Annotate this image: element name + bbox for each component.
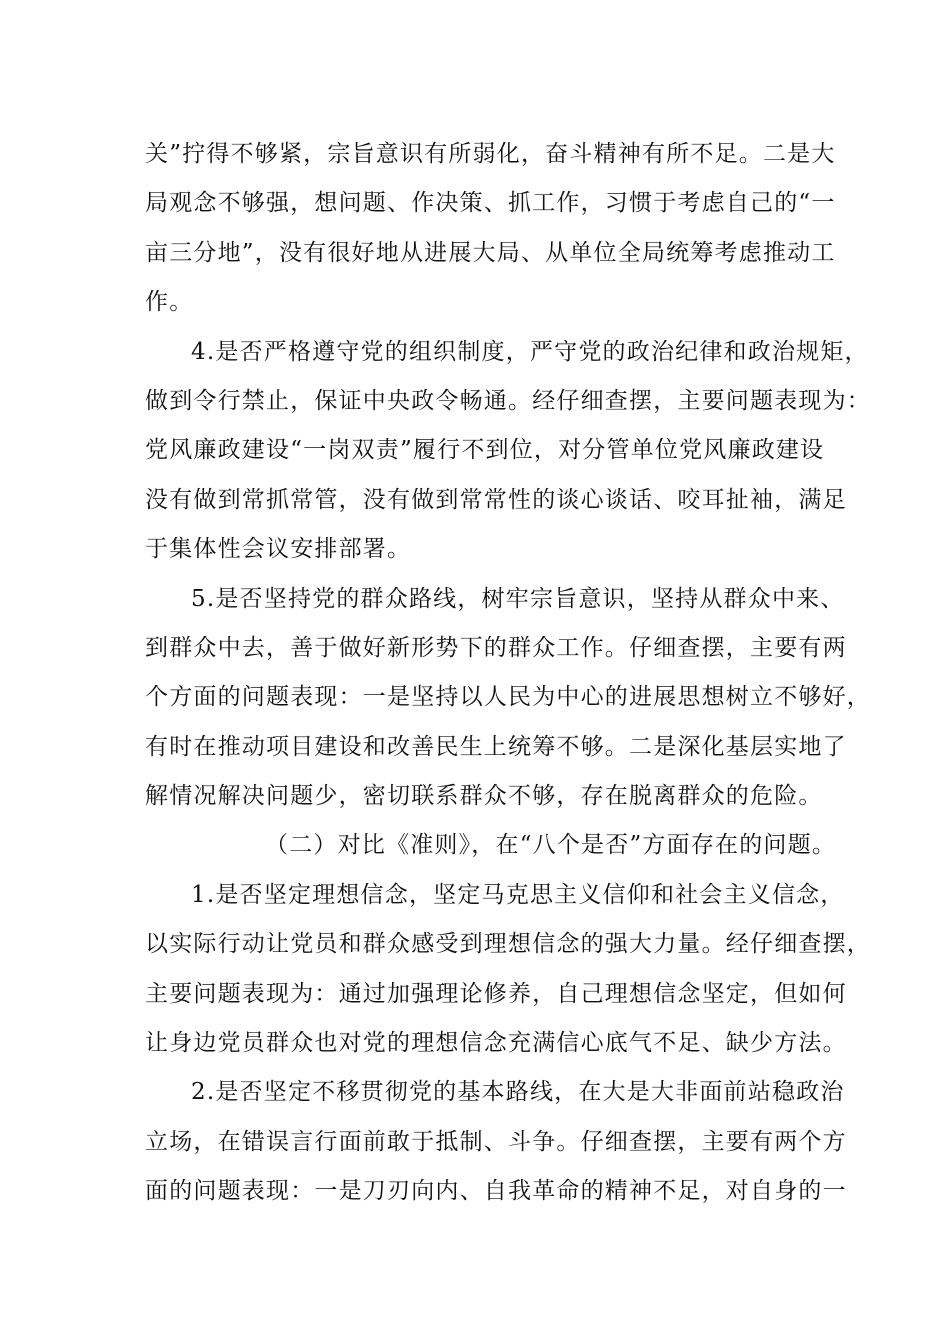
text-line: 解情况解决问题少，密切联系群众不够，存在脱离群众的危险。 bbox=[145, 783, 823, 810]
section-heading: （二）对比《准则》，在“八个是否”方面存在的问题。 bbox=[265, 832, 837, 859]
text-line: 立场，在错误言行面前敢于抵制、斗争。仔细查摆，主要有两个方 bbox=[145, 1128, 847, 1155]
document-body bbox=[145, 130, 871, 1217]
text-line: 做到令行禁止，保证中央政令畅通。经仔细查摆，主要问题表现为： bbox=[145, 387, 871, 414]
text-line: 关”拧得不够紧，宗旨意识有所弱化，奋斗精神有所不足。二是大 bbox=[145, 141, 836, 167]
paragraph-first-line: 2.是否坚定不移贯彻党的基本路线，在大是大非面前站稳政治 bbox=[191, 1079, 845, 1106]
text-line: 于集体性会议安排部署。 bbox=[145, 536, 412, 563]
paragraph-first-line: 4.是否严格遵守党的组织制度，严守党的政治纪律和政治规矩， bbox=[191, 338, 869, 365]
text-line: 没有做到常抓常管，没有做到常常性的谈心谈话、咬耳扯袖，满足 bbox=[145, 486, 847, 513]
text-line: 面的问题表现：一是刀刃向内、自我革命的精神不足，对自身的一 bbox=[145, 1178, 847, 1205]
paragraph-first-line: 5.是否坚持党的群众路线，树牢宗旨意识，坚持从群众中来、 bbox=[191, 585, 845, 612]
paragraph-first-line: 1.是否坚定理想信念，坚定马克思主义信仰和社会主义信念， bbox=[191, 881, 845, 908]
text-line: 以实际行动让党员和群众感受到理想信念的强大力量。经仔细查摆， bbox=[145, 931, 871, 958]
text-line: 亩三分地”，没有很好地从进展大局、从单位全局统筹考虑推动工 bbox=[145, 239, 836, 266]
text-line: 主要问题表现为：通过加强理论修养，自己理想信念坚定，但如何 bbox=[145, 980, 847, 1007]
text-line: 局观念不够强，想问题、作决策、抓工作，习惯于考虑自己的“一 bbox=[145, 190, 836, 217]
text-line: 让身边党员群众也对党的理想信念充满信心底气不足、缺少方法。 bbox=[145, 1030, 847, 1057]
text-line: 有时在推动项目建设和改善民生上统筹不够。二是深化基层实地了 bbox=[145, 733, 847, 760]
text-line: 个方面的问题表现：一是坚持以人民为中心的进展思想树立不够好， bbox=[145, 684, 871, 711]
text-line: 到群众中去，善于做好新形势下的群众工作。仔细查摆，主要有两 bbox=[145, 634, 847, 661]
text-line: 作。 bbox=[145, 289, 194, 316]
text-line: 党风廉政建设“一岗双责”履行不到位，对分管单位党风廉政建设 bbox=[145, 437, 825, 464]
